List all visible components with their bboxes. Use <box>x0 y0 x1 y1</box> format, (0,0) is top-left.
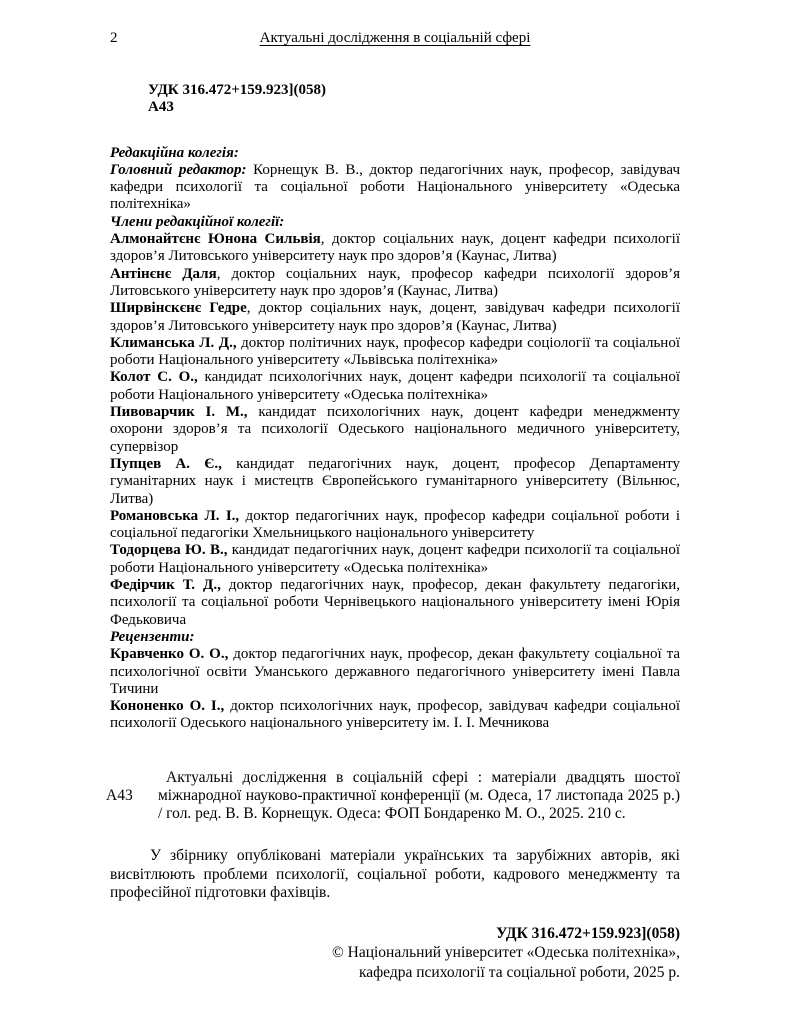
bibliographic-citation: Актуальні дослідження в соціальній сфері : матеріали двадцять шостої міжнародної науково-практичної конференції (м. Одеса, 17 листопада 2025 р.) / гол. ред. В. В. Корнещук. Одеса: ФОП Бондаренко М. О., 2025. 210 с. <box>158 768 680 823</box>
member-description: кандидат психологічних наук, доцент кафедри менеджменту охорони здоров’я та психології Одеського національного медичного університету, супервізор <box>110 404 680 455</box>
reviewer-name: Кононенко О. І., <box>110 698 225 715</box>
editorial-board-heading: Редакційна колегія: <box>110 144 239 161</box>
member-description: доктор педагогічних наук, професор кафедри соціальної роботи і соціальної педагогіки Хмельницького національного університету <box>110 507 680 542</box>
copyright-line-2: кафедра психології та соціальної роботи, 2025 р. <box>358 963 680 981</box>
catalog-card-index: А43 <box>106 786 133 804</box>
copyright-line-1: © Національний університет «Одеська політехніка», <box>331 944 680 962</box>
reviewers-heading: Рецензенти: <box>110 628 195 645</box>
member-name: Пупцев А. Є., <box>110 455 222 472</box>
editorial-board-section <box>110 145 680 733</box>
members-heading: Члени редакційної колегії: <box>110 213 285 230</box>
running-header <box>110 30 680 48</box>
reviewer-entry <box>110 698 680 733</box>
chief-editor-entry <box>110 162 680 214</box>
reviewer-description: доктор педагогічних наук, професор, декан факультету соціальної та психологічної освіти Уманського державного педагогічного університету імені Павла Тичини <box>110 646 680 697</box>
udk-block <box>148 82 680 117</box>
udk-code: УДК 316.472+159.923](058) <box>148 82 326 98</box>
member-name: Климанська Л. Д., <box>110 334 237 351</box>
editorial-member <box>110 335 680 370</box>
editorial-member <box>110 508 680 543</box>
member-name: Ширвінскєнє Гедре <box>110 300 247 317</box>
copyright-block <box>110 924 680 983</box>
member-name: Антінєнє Даля <box>110 265 217 282</box>
member-description: кандидат педагогічних наук, доцент кафедри психології та соціальної роботи Національного університету «Одеська політехніка» <box>110 542 680 576</box>
running-title-wrap <box>110 30 680 47</box>
member-name: Алмонайтєнє Юнона Сильвія <box>110 231 321 248</box>
catalog-card <box>106 768 680 824</box>
member-description: , доктор соціальних наук, доцент кафедри психології здоров’я Литовського університету наук про здоров’я (Каунас, Литва) <box>110 231 680 265</box>
reviewer-name: Кравченко О. О., <box>110 646 229 663</box>
member-description: кандидат педагогічних наук, доцент, професор Департаменту гуманітарних наук і мистецтв Європейського гуманітарного університету (Вільнюс, Литва) <box>110 455 681 507</box>
editorial-member <box>110 231 680 266</box>
editorial-member <box>110 542 680 577</box>
editorial-member <box>110 369 680 404</box>
book-index: А43 <box>148 99 174 116</box>
footer-udk-code: УДК 316.472+159.923](058) <box>496 924 680 942</box>
editorial-member <box>110 456 680 508</box>
member-description: доктор педагогічних наук, професор, декан факультету педагогіки, психології та соціальної роботи Чернівецького національного університету імені Юрія Федьковича <box>110 577 680 628</box>
chief-editor-label: Головний редактор: <box>110 161 247 178</box>
member-description: , доктор соціальних наук, професор кафедри психології здоров’я Литовського університету наук про здоров’я (Каунас, Литва) <box>110 265 680 299</box>
member-name: Пивоварчик І. М., <box>110 404 248 421</box>
editorial-member <box>110 404 680 456</box>
member-description: кандидат психологічних наук, доцент кафедри психології та соціальної роботи Національного університету «Одеська політехніка» <box>110 369 680 403</box>
member-name: Федірчик Т. Д., <box>110 577 221 594</box>
annotation-paragraph: У збірнику опубліковані матеріали українських та зарубіжних авторів, які висвітлюють проблеми психології, соціальної роботи, кадрового менеджменту та професійної підготовки фахівців. <box>110 847 680 901</box>
member-description: доктор політичних наук, професор кафедри соціології та соціальної роботи Національного університету «Львівська політехніка» <box>110 334 680 369</box>
member-name: Романовська Л. І., <box>110 507 240 524</box>
reviewer-description: доктор психологічних наук, професор, завідувач кафедри соціальної психології Одеського національного університету ім. І. І. Мечникова <box>110 698 680 732</box>
editorial-member <box>110 300 680 335</box>
chief-editor-description: Корнещук В. В., доктор педагогічних наук, професор, завідувач кафедри психології та соціальної роботи Національного університету «Одеська політехніка» <box>110 161 680 213</box>
editorial-member <box>110 577 680 629</box>
member-name: Колот С. О., <box>110 369 198 386</box>
reviewer-entry <box>110 646 680 698</box>
editorial-member <box>110 266 680 301</box>
running-title: Актуальні дослідження в соціальній сфері <box>259 30 531 46</box>
page-number: 2 <box>110 30 118 46</box>
member-description: , доктор соціальних наук, доцент, завідувач кафедри психології здоров’я Литовського університету наук про здоров’я (Каунас, Литва) <box>110 300 680 334</box>
member-name: Тодорцева Ю. В., <box>110 542 228 559</box>
